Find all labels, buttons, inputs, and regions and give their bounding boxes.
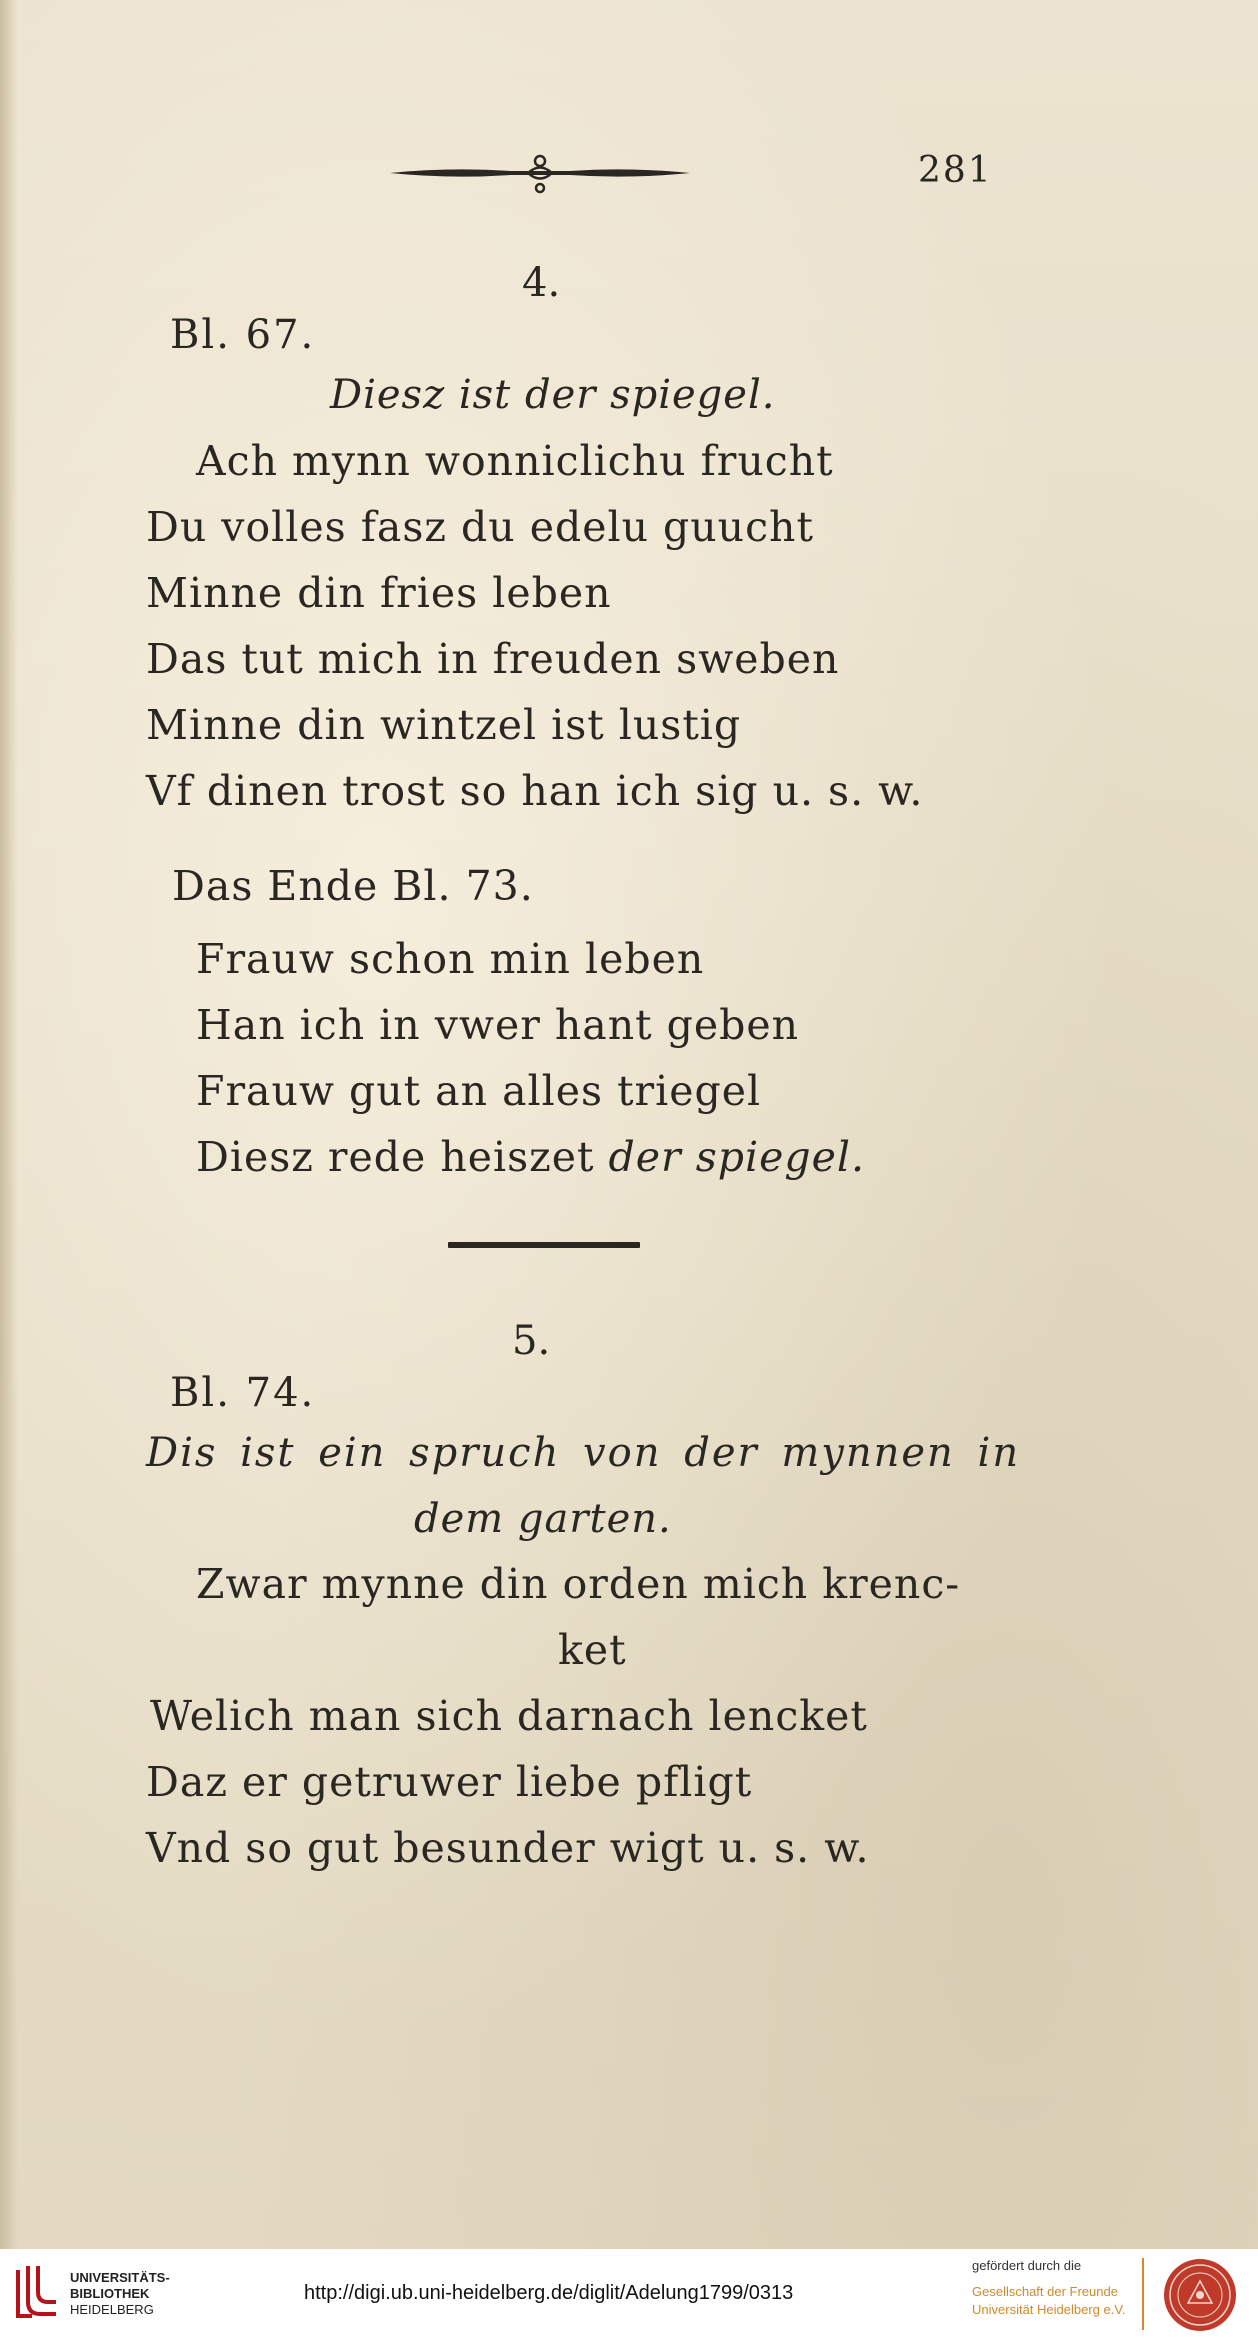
page-number: 281 (918, 150, 993, 191)
verse-line: Frauw gut an alles triegel (196, 1067, 762, 1115)
society-name-line2: Universität Heidelberg e.V. (972, 2302, 1126, 2317)
verse-line (196, 1133, 865, 1181)
university-library-logo-icon (12, 2262, 62, 2324)
end-reference: Das Ende Bl. 73. (172, 862, 534, 910)
verse-line: Vnd so gut besunder wigt u. s. w. (146, 1824, 870, 1872)
society-seal-icon (1162, 2257, 1238, 2333)
section-number: 4. (522, 260, 561, 306)
verse-line: Minne din fries leben (146, 569, 612, 617)
page-spine-shadow (0, 0, 18, 2249)
funded-by-label: gefördert durch die (972, 2258, 1082, 2273)
library-name-line1: UNIVERSITÄTS- (70, 2270, 170, 2285)
library-name-line2: BIBLIOTHEK (70, 2286, 150, 2301)
section-number: 5. (512, 1318, 551, 1364)
permalink-url[interactable]: http://digi.ub.uni-heidelberg.de/diglit/Adelung1799/0313 (304, 2282, 794, 2304)
poem-title: Diesz ist der spiegel. (330, 372, 776, 418)
verse-line: Daz er getruwer liebe pfligt (146, 1758, 753, 1806)
header-ornament (390, 150, 690, 196)
verse-line: Vf dinen trost so han ich sig u. s. w. (146, 767, 924, 815)
verse-line: Das tut mich in freuden sweben (146, 635, 840, 683)
library-name-line3: HEIDELBERG (70, 2302, 154, 2317)
verse-line: ket (558, 1626, 627, 1674)
verse-line: Frauw schon min leben (196, 935, 705, 983)
poem-title: Dis ist ein spruch von der mynnen in (146, 1430, 1021, 1476)
verse-line: Ach mynn wonniclichu frucht (196, 437, 834, 485)
section-divider (448, 1242, 640, 1248)
poem-title-continued: dem garten. (414, 1496, 672, 1542)
verse-text: Diesz rede heiszet (196, 1133, 595, 1181)
verse-line: Minne din wintzel ist lustig (146, 701, 742, 749)
folio-reference: Bl. 74. (170, 1370, 316, 1416)
verse-line: Welich man sich darnach lencket (150, 1692, 868, 1740)
verse-line: Du volles fasz du edelu guucht (146, 503, 814, 551)
folio-reference: Bl. 67. (170, 312, 316, 358)
verse-line: Han ich in vwer hant geben (196, 1001, 800, 1049)
footer-separator (1142, 2258, 1144, 2330)
society-name-line1: Gesellschaft der Freunde (972, 2284, 1118, 2299)
verse-italic-text: der spiegel. (608, 1133, 866, 1181)
verse-line: Zwar mynne din orden mich krenc- (196, 1560, 961, 1608)
